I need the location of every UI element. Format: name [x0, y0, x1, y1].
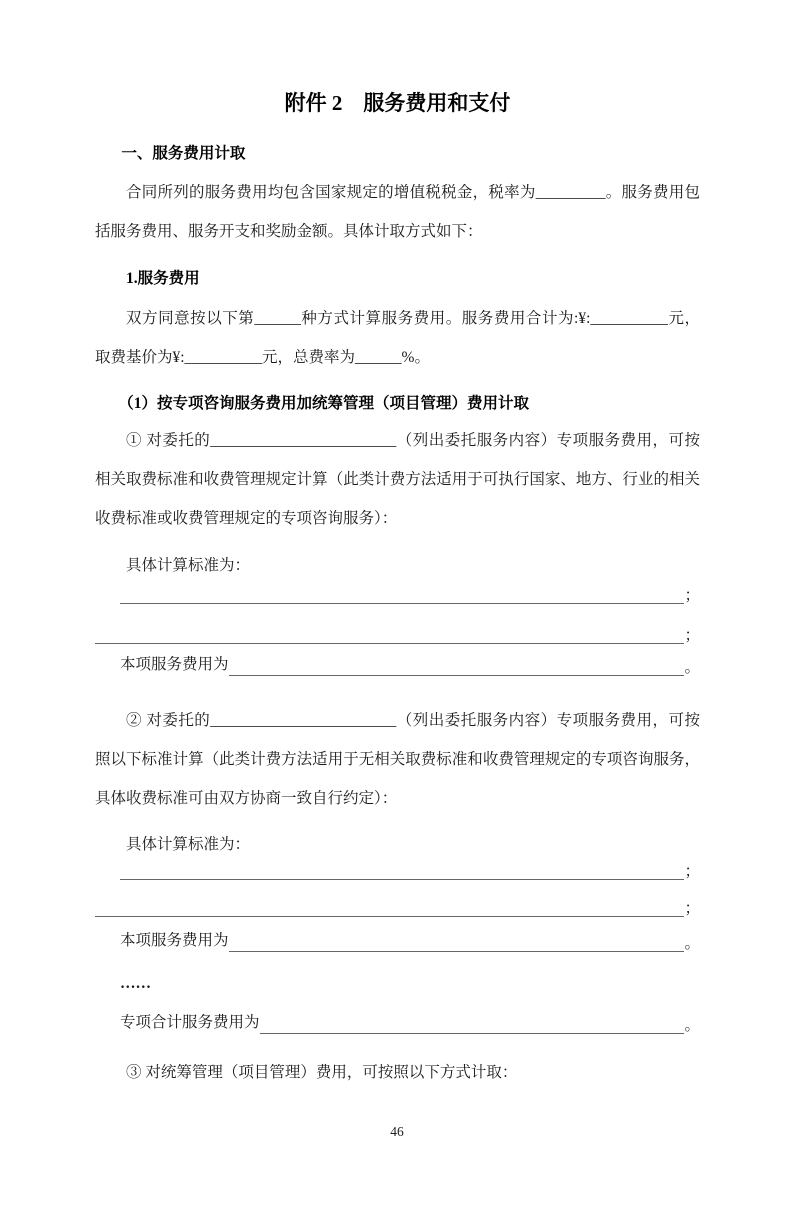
blank-underline	[229, 675, 685, 676]
paragraph-calculation-method: 双方同意按以下第______种方式计算服务费用。服务费用合计为:¥:__________元，取费基价为¥:__________元，总费率为______%。	[95, 309, 700, 366]
fee-total-line-2	[95, 920, 700, 952]
paragraph-clause-3: ③ 对统筹管理（项目管理）费用，可按照以下方式计取：	[126, 1064, 518, 1081]
blank-underline	[95, 643, 684, 644]
blank-underline	[120, 603, 684, 604]
paragraph-clause-1: ① 对委托的________________________（列出委托服务内容）专项服务费用，可按相关取费标准和收费管理规定计算（此类计费方法适用于可执行国家、地方、行业的相关收费标准或收费管理规定的专项咨询服务）：	[95, 432, 700, 527]
paragraph-clause-2: ② 对委托的________________________（列出委托服务内容）专项服务费用，可按照以下标准计算（此类计费方法适用于无相关取费标准和收费管理规定的专项咨询服务，具体收费标准可由双方协商一致自行约定）：	[95, 711, 700, 807]
paragraph-tax-intro: 合同所列的服务费用均包含国家规定的增值税税金，税率为_________。服务费用包括服务费用、服务开支和奖励金额。具体计取方式如下：	[95, 184, 700, 240]
section-heading-fee-calculation: 一、服务费用计取	[121, 145, 246, 162]
subsection-heading-service-fee: 1.服务费用	[126, 269, 200, 287]
blank-underline	[120, 879, 684, 880]
blank-line-2	[95, 604, 700, 644]
blank-underline	[95, 916, 684, 917]
blank-line-3	[120, 857, 700, 880]
fee-label: 本项服务费用为	[120, 932, 229, 949]
item-heading-special-consulting: （1）按专项咨询服务费用加统筹管理（项目管理）费用计取	[118, 395, 530, 412]
blank-suffix: ；	[684, 626, 700, 644]
page-content	[0, 88, 794, 1088]
label-calc-standard-1: 具体计算标准为：	[126, 556, 251, 574]
blank-underline	[260, 1033, 685, 1034]
document-title: 附件 2 服务费用和支付	[284, 91, 511, 115]
total-fee-period: 。	[684, 1017, 700, 1034]
blank-suffix: ；	[684, 900, 700, 917]
label-calc-standard-2: 具体计算标准为：	[126, 836, 251, 853]
special-total-fee-line	[95, 1002, 700, 1034]
blank-suffix: ；	[684, 863, 700, 880]
fee-total-line-1	[95, 646, 700, 676]
blank-underline	[229, 951, 685, 952]
total-fee-label: 专项合计服务费用为	[120, 1014, 260, 1031]
ellipsis-line: ……	[120, 975, 151, 992]
blank-line-4	[95, 880, 700, 917]
page-number: 46	[390, 1124, 404, 1139]
document-page	[0, 88, 794, 1210]
blank-suffix: ；	[684, 586, 700, 604]
fee-period: 。	[684, 658, 700, 676]
fee-period: 。	[684, 935, 700, 952]
blank-line-1	[120, 578, 700, 604]
fee-label: 本项服务费用为	[120, 655, 229, 673]
